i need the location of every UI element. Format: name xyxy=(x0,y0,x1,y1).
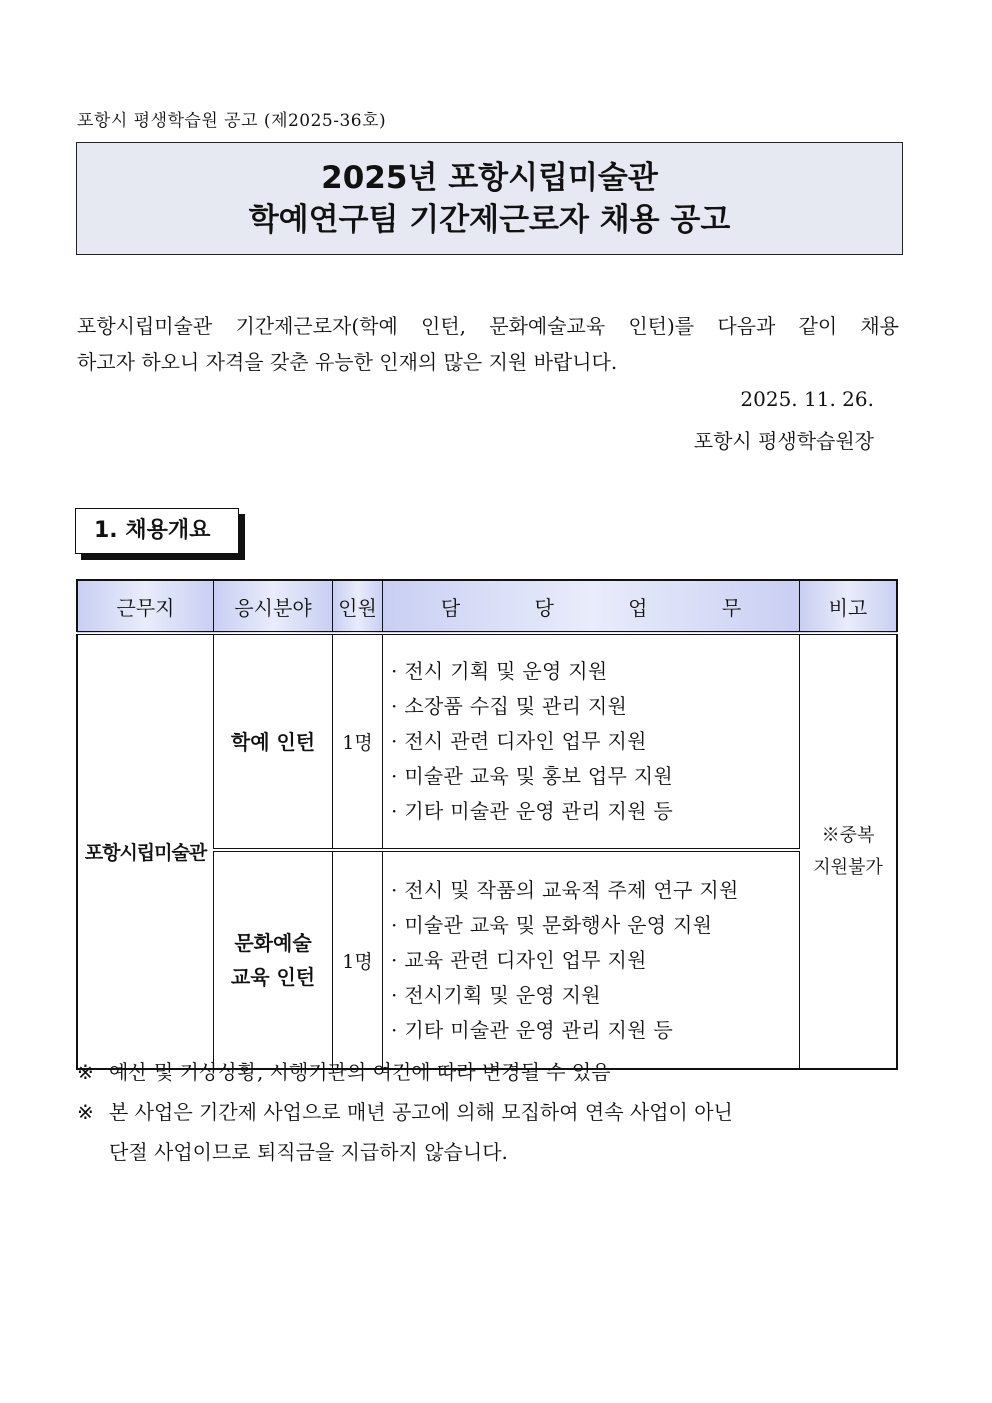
workplace-cell: 포항시립미술관 xyxy=(77,633,214,1069)
duty-item: · 소장품 수집 및 관리 지원 xyxy=(391,694,628,718)
title-box xyxy=(76,142,903,255)
reference-mark-icon: ※ xyxy=(77,1060,94,1084)
title-line-1: 2025년 포항시립미술관 xyxy=(321,160,658,196)
duties-cell xyxy=(383,633,800,850)
note-cell xyxy=(800,633,898,1069)
title-line-2: 학예연구팀 기간제근로자 채용 공고 xyxy=(248,202,731,238)
reference-mark-icon: ※ xyxy=(77,1100,94,1124)
header-note: 비고 xyxy=(800,580,898,633)
count-cell: 1명 xyxy=(333,633,383,850)
notice-date: 2025. 11. 26. xyxy=(740,387,874,411)
footnote-2-text: 본 사업은 기간제 사업으로 매년 공고에 의해 모집하여 연속 사업이 아닌 xyxy=(109,1100,733,1124)
note-line-2: 지원불가 xyxy=(813,856,883,878)
footnote-1 xyxy=(77,1052,733,1092)
duty-item: · 전시 및 작품의 교육적 주제 연구 지원 xyxy=(391,877,739,902)
notice-number: 포항시 평생학습원 공고 (제2025-36호) xyxy=(77,111,387,131)
duty-item: · 기타 미술관 운영 관리 지원 등 xyxy=(391,799,674,823)
note-line-1: ※중복 xyxy=(821,824,875,846)
footnote-1-text: 예산 및 기상상황, 시행기관의 여건에 따라 변경될 수 있음 xyxy=(109,1060,611,1084)
header-duties xyxy=(383,580,800,633)
field-cell xyxy=(214,850,333,1069)
duties-cell xyxy=(383,850,800,1069)
field-label-line-2: 교육 인턴 xyxy=(230,965,316,989)
intro-line-2: 하고자 하오니 자격을 갖춘 유능한 인재의 많은 지원 바랍니다. xyxy=(77,350,618,374)
header-duties-label: 담 당 업 무 xyxy=(440,595,776,620)
intro-line-1: 포항시립미술관 기간제근로자(학예 인턴, 문화예술교육 인턴)를 다음과 같이 채용 xyxy=(77,314,899,338)
field-label-line-1: 문화예술 xyxy=(234,931,312,955)
field-label: 학예 인턴 xyxy=(230,729,316,754)
signatory: 포항시 평생학습원장 xyxy=(693,429,874,453)
recruitment-overview-table xyxy=(76,579,898,1070)
duty-item: · 전시 기획 및 운영 지원 xyxy=(391,659,608,683)
section-heading-label: 1. 채용개요 xyxy=(75,508,239,554)
table-header-row xyxy=(77,580,897,633)
duty-item: · 전시기획 및 운영 지원 xyxy=(391,982,601,1007)
duty-item: · 미술관 교육 및 홍보 업무 지원 xyxy=(391,764,674,788)
count-cell: 1명 xyxy=(333,850,383,1069)
section-heading-overview xyxy=(75,508,243,558)
table-row xyxy=(77,633,897,850)
duty-item: · 미술관 교육 및 문화행사 운영 지원 xyxy=(391,912,713,937)
footnote-2-continuation: 단절 사업이므로 퇴직금을 지급하지 않습니다. xyxy=(109,1140,508,1164)
header-field: 응시분야 xyxy=(214,580,333,633)
duty-item: · 교육 관련 디자인 업무 지원 xyxy=(391,947,647,972)
duty-item: · 전시 관련 디자인 업무 지원 xyxy=(391,729,647,753)
footnote-2 xyxy=(77,1092,733,1132)
header-workplace: 근무지 xyxy=(77,580,214,633)
field-cell xyxy=(214,633,333,850)
header-count: 인원 xyxy=(333,580,383,633)
duty-item: · 기타 미술관 운영 관리 지원 등 xyxy=(391,1017,674,1042)
footnotes xyxy=(77,1052,733,1172)
intro-paragraph xyxy=(77,308,899,380)
